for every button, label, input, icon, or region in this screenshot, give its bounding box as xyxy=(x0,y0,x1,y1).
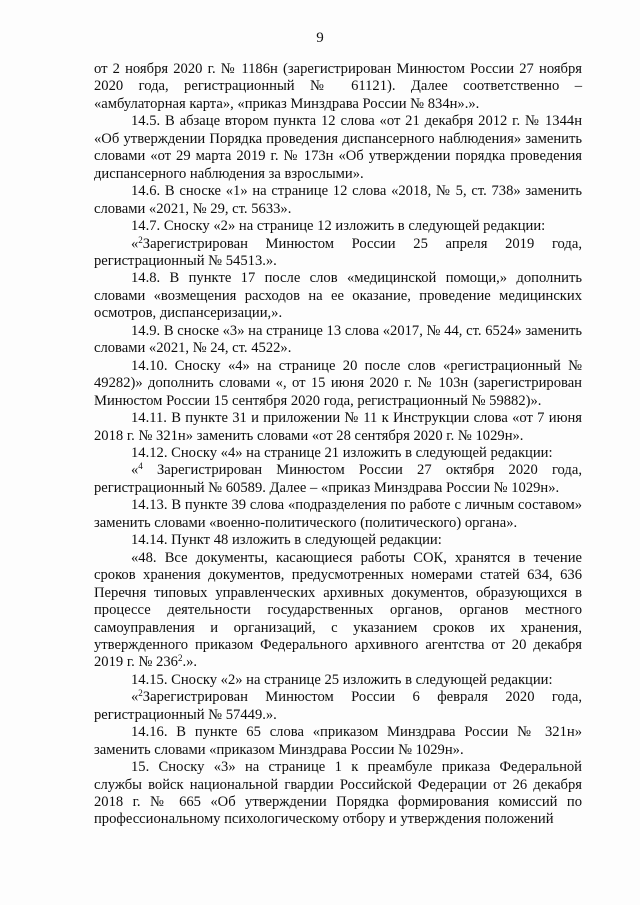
paragraph-15 xyxy=(94,759,582,829)
footnote-quote-4 xyxy=(94,462,582,497)
paragraph-text: 14.7. Сноску «2» на странице 12 изложить в следующей редакции: xyxy=(131,218,546,235)
quote-mark: « xyxy=(131,689,139,706)
paragraph-text: 15. Сноску «3» на странице 1 к преамбуле приказа Федеральной службы войск национальной гвардии Российской Федерации от 26 декабря 2018 г. № 665 «Об утверждении Порядка формирования комиссий по профессиональному психологическому отбору и утверждения положений xyxy=(94,759,582,828)
paragraph-14-12 xyxy=(94,445,582,462)
paragraph-text: 14.12. Сноску «4» на странице 21 изложить в следующей редакции: xyxy=(131,444,553,461)
paragraph-text: 14.9. В сноске «3» на странице 13 слова «2017, № 44, ст. 6524» заменить словами «2021, № 24, ст. 4522». xyxy=(94,322,582,357)
paragraph-text: от 2 ноября 2020 г. № 1186н (зарегистрирован Минюстом России 27 ноября 2020 года, регистрационный № 61121). Далее соответственно – «амбулаторная карта», «приказ Минздрава России № 834н».». xyxy=(94,61,582,112)
document-body xyxy=(94,61,582,829)
footnote-marker: 2 xyxy=(177,653,183,664)
paragraph-text-tail: .». xyxy=(182,654,198,671)
paragraph-14-7 xyxy=(94,218,582,235)
paragraph-text: 14.11. В пункте 31 и приложении № 11 к Инструкции слова «от 7 июня 2018 г. № 321н» заменить словами «от 28 сентября 2020 г. № 1029н». xyxy=(94,410,582,444)
paragraph-14-9 xyxy=(94,323,582,358)
quote-mark: « xyxy=(131,462,139,479)
paragraph-text: 14.10. Сноску «4» на странице 20 после слов «регистрационный № 49282)» дополнить словами «, от 15 июня 2020 г. № 103н (зарегистрирован Минюстом России 15 сентября 2020 года, регистрационный № 59882)». xyxy=(94,357,582,409)
paragraph-text: 14.15. Сноску «2» на странице 25 изложить в следующей редакции: xyxy=(131,671,553,688)
paragraph-14-5 xyxy=(94,113,582,183)
paragraph-text: Зарегистрирован Минюстом России 27 октября 2020 года, регистрационный № 60589. Далее – «приказ Минздрава России № 1029н». xyxy=(94,462,582,496)
paragraph-14-16 xyxy=(94,724,582,759)
paragraph-text: 14.6. В сноске «1» на странице 12 слова «2018, № 5, ст. 738» заменить словами «2021, № 29, ст. 5633». xyxy=(94,183,582,217)
footnote-marker: 2 xyxy=(138,234,143,245)
paragraph-text: 14.13. В пункте 39 слова «подразделения по работе с личным составом» заменить словами «военно-политического (политического) органа». xyxy=(94,497,582,531)
paragraph-continuation xyxy=(94,61,582,113)
paragraph-14-15 xyxy=(94,672,582,689)
paragraph-text: «48. Все документы, касающиеся работы СОК, хранятся в течение сроков хранения документов, предусмотренных номерами статей 634, 636 Перечня типовых управленческих архивных документов, образующихся в процессе деятельности государственных органов, органов местного самоуправления и организаций, с указанием сроков их хранения, утвержденного приказом Федерального архивного агентства от 20 декабря 2019 г. № 236 xyxy=(94,549,582,671)
paragraph-text: Зарегистрирован Минюстом России 25 апреля 2019 года, регистрационный № 54513.». xyxy=(94,235,582,269)
paragraph-14-11 xyxy=(94,410,582,445)
paragraph-48-quote xyxy=(94,550,582,672)
paragraph-14-8 xyxy=(94,270,582,322)
paragraph-text: 14.16. В пункте 65 слова «приказом Минздрава России № 321н» заменить словами «приказом Минздрава России № 1029н». xyxy=(94,724,582,758)
footnote-marker: 4 xyxy=(138,461,143,472)
footnote-quote-2 xyxy=(94,236,582,271)
paragraph-14-13 xyxy=(94,497,582,532)
paragraph-text: 14.5. В абзаце втором пункта 12 слова «от 21 декабря 2012 г. № 1344н «Об утверждении Порядка проведения диспансерного наблюдения» заменить словами «от 29 марта 2019 г. № 173н «Об утверждении порядка проведения диспансерного наблюдения за взрослыми». xyxy=(94,113,582,182)
page-number: 9 xyxy=(316,30,324,46)
paragraph-14-6 xyxy=(94,183,582,218)
paragraph-14-14 xyxy=(94,532,582,549)
footnote-marker: 2 xyxy=(138,688,143,699)
paragraph-text: 14.8. В пункте 17 после слов «медицинской помощи,» дополнить словами «возмещения расходов на ее оказание, проведение медицинских осмотров, диспансеризации,». xyxy=(94,270,582,322)
footnote-quote-2b xyxy=(94,689,582,724)
paragraph-text: 14.14. Пункт 48 изложить в следующей редакции: xyxy=(131,532,442,549)
quote-mark: « xyxy=(131,235,139,252)
paragraph-14-10 xyxy=(94,358,582,410)
paragraph-text: Зарегистрирован Минюстом России 6 февраля 2020 года, регистрационный № 57449.». xyxy=(94,689,582,723)
